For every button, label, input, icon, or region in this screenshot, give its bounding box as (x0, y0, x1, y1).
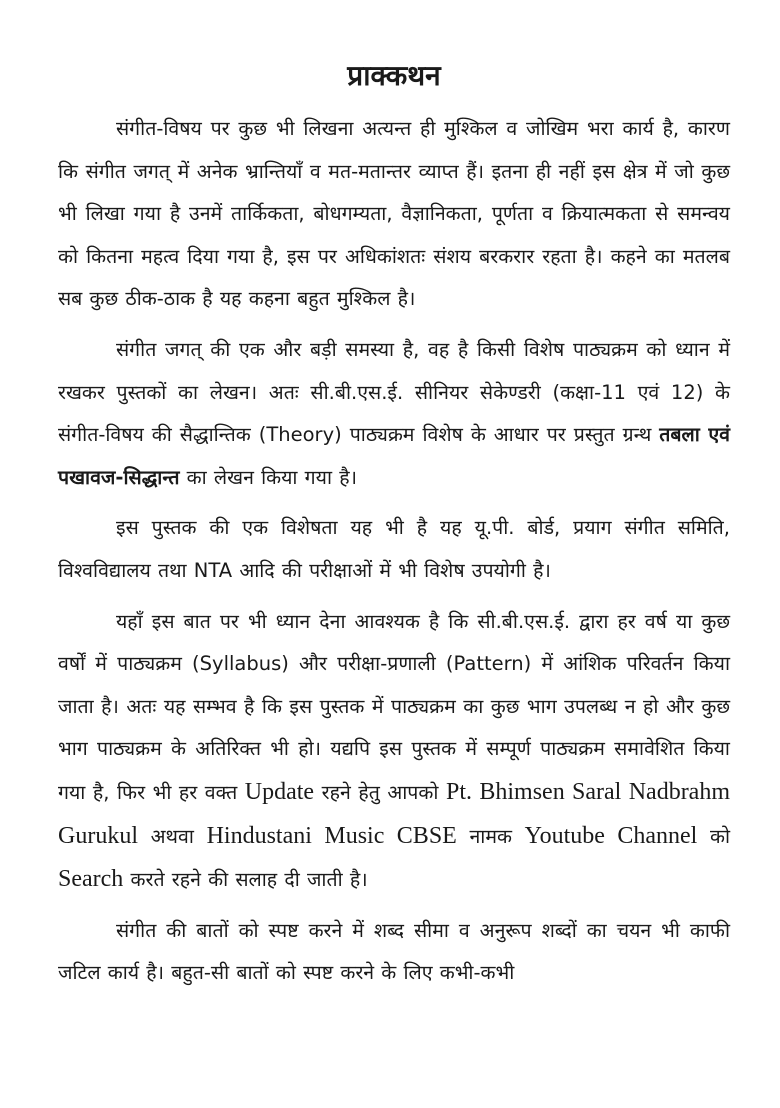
paragraph-2 (58, 329, 730, 499)
update-word: Update (244, 778, 315, 805)
search-word: Search (58, 866, 124, 893)
book-page (58, 52, 730, 1003)
gurukul-name: Pt. Bhimsen Saral Nadbrahm Gurukul (58, 778, 731, 849)
paragraph-1: संगीत-विषय पर कुछ भी लिखना अत्यन्त ही मुश्किल व जोखिम भरा कार्य है, कारण कि संगीत जगत् में अनेक भ्रान्तियाँ व मत-मतान्तर व्याप्त हैं। इतना ही नहीं इस क्षेत्र में जो कुछ भी लिखा गया है उनमें तार्किकता, बोधगम्यता, वैज्ञानिकता, पूर्णता व क्रियात्मकता से समन्वय को कितना महत्व दिया गया है, इस पर अधिकांशतः संशय बरकरार रहता है। कहने का मतलब सब कुछ ठीक-ठाक है यह कहना बहुत मुश्किल है। (58, 117, 730, 311)
paragraph-4-text-e: को (710, 824, 731, 848)
paragraph-4-text-d: नामक (469, 824, 512, 848)
paragraph-4 (58, 601, 730, 902)
paragraph-4-text: यहाँ इस बात पर भी ध्यान देना आवश्यक है कि सी.बी.एस.ई. द्वारा हर वर्ष या कुछ वर्षों में पाठ्यक्रम (Syllabus) और परीक्षा-प्रणाली (Pattern) में आंशिक परिवर्तन किया जाता है। अतः यह सम्भव है कि इस पुस्तक में पाठ्यक्रम का कुछ भाग उपलब्ध न हो और कुछ भाग पाठ्यक्रम के अतिरिक्त भी हो। यद्यपि इस पुस्तक में सम्पूर्ण पाठ्यक्रम समावेशित किया गया है, फिर भी हर वक्त (58, 609, 730, 804)
paragraph-4-text-b: रहने हेतु आपको (321, 780, 439, 804)
paragraph-4-text-f: करते रहने की सलाह दी जाती है। (130, 868, 368, 892)
paragraph-2-text: संगीत जगत् की एक और बड़ी समस्या है, वह है किसी विशेष पाठ्यक्रम को ध्यान में रखकर पुस्तकों का लेखन। अतः सी.बी.एस.ई. सीनियर सेकेण्डरी (कक्षा-11 एवं 12) के संगीत-विषय की सैद्धान्तिक (Theory) पाठ्यक्रम विशेष के आधार पर प्रस्तुत ग्रन्थ (58, 337, 730, 447)
paragraph-2-end: का लेखन किया गया है। (186, 465, 357, 489)
youtube-channel-word: Youtube Channel (524, 822, 698, 849)
paragraph-4-text-c: अथवा (150, 824, 194, 848)
book-title-bold: तबला एवं पखावज-सिद्धान्त (58, 423, 730, 489)
paragraph-5: संगीत की बातों को स्पष्ट करने में शब्द सीमा व अनुरूप शब्दों का चयन भी काफी जटिल कार्य है। बहुत-सी बातों को स्पष्ट करने के लिए कभी-कभी (58, 918, 730, 985)
channel-name: Hindustani Music CBSE (206, 822, 457, 849)
paragraph-3: इस पुस्तक की एक विशेषता यह भी है यह यू.पी. बोर्ड, प्रयाग संगीत समिति, विश्वविद्यालय तथा NTA आदि की परीक्षाओं में भी विशेष उपयोगी है। (58, 516, 730, 582)
page-title: प्राक्कथन (347, 59, 441, 92)
